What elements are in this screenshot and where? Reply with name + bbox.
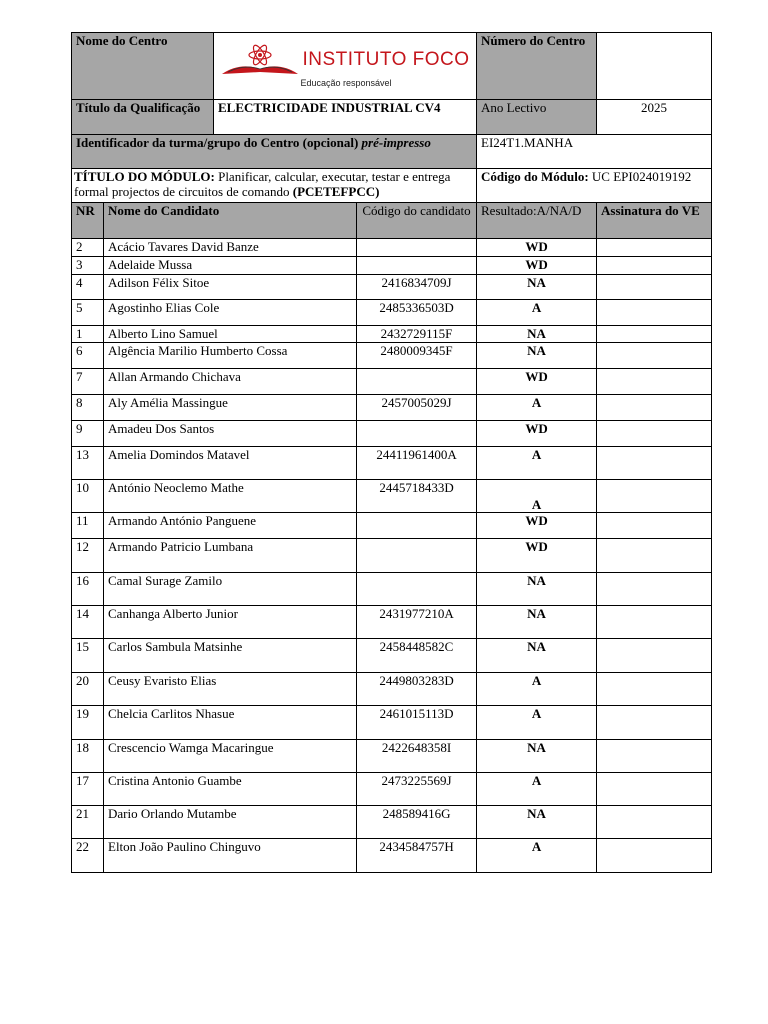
module-title-text: Planificar, calcular, executar, testar e entrega formal projectos de circuitos de comando bbox=[74, 169, 451, 199]
header-row-center bbox=[72, 33, 712, 100]
table-row bbox=[72, 257, 712, 275]
row-name: Carlos Sambula Matsinhe bbox=[104, 639, 357, 673]
table-row bbox=[72, 326, 712, 343]
row-signature bbox=[597, 806, 712, 839]
table-row bbox=[72, 447, 712, 480]
row-nr: 16 bbox=[72, 573, 104, 606]
row-result: NA bbox=[477, 326, 597, 343]
row-name: Chelcia Carlitos Nhasue bbox=[104, 706, 357, 740]
module-title-label: TÍTULO DO MÓDULO: bbox=[74, 169, 215, 184]
row-name: Adilson Félix Sitoe bbox=[104, 275, 357, 300]
row-name: Agostinho Elias Cole bbox=[104, 300, 357, 326]
atom-book-icon bbox=[220, 42, 300, 78]
column-header-row bbox=[72, 203, 712, 239]
row-signature bbox=[597, 673, 712, 706]
logo-name: INSTITUTO FOCO bbox=[302, 49, 470, 70]
table-row bbox=[72, 606, 712, 639]
row-code bbox=[357, 239, 477, 257]
row-code bbox=[357, 369, 477, 395]
header-row-qualification bbox=[72, 100, 712, 135]
row-name: Elton João Paulino Chinguvo bbox=[104, 839, 357, 873]
row-result: WD bbox=[477, 257, 597, 275]
row-code bbox=[357, 421, 477, 447]
center-number-label: Número do Centro bbox=[477, 33, 597, 100]
group-label bbox=[72, 135, 477, 169]
header-row-module bbox=[72, 169, 712, 203]
row-nr: 9 bbox=[72, 421, 104, 447]
row-signature bbox=[597, 239, 712, 257]
row-code bbox=[357, 257, 477, 275]
row-code: 24411961400A bbox=[357, 447, 477, 480]
center-number-value bbox=[597, 33, 712, 100]
row-signature bbox=[597, 839, 712, 873]
row-nr: 19 bbox=[72, 706, 104, 740]
row-nr: 4 bbox=[72, 275, 104, 300]
row-signature bbox=[597, 369, 712, 395]
instituto-foco-logo bbox=[220, 42, 469, 91]
row-signature bbox=[597, 257, 712, 275]
module-title bbox=[72, 169, 477, 203]
table-row bbox=[72, 673, 712, 706]
row-result: NA bbox=[477, 806, 597, 839]
row-signature bbox=[597, 326, 712, 343]
table-row bbox=[72, 421, 712, 447]
table-row bbox=[72, 369, 712, 395]
row-code bbox=[357, 573, 477, 606]
row-code: 2457005029J bbox=[357, 395, 477, 421]
row-name: Armando Patricio Lumbana bbox=[104, 539, 357, 573]
module-code-label: Código do Módulo: bbox=[481, 169, 589, 184]
row-code bbox=[357, 513, 477, 539]
row-nr: 3 bbox=[72, 257, 104, 275]
row-nr: 5 bbox=[72, 300, 104, 326]
row-code: 2485336503D bbox=[357, 300, 477, 326]
row-nr: 11 bbox=[72, 513, 104, 539]
center-name-label: Nome do Centro bbox=[72, 33, 214, 100]
qualification-label: Título da Qualificação bbox=[72, 100, 214, 135]
row-signature bbox=[597, 275, 712, 300]
table-row bbox=[72, 480, 712, 513]
logo-tagline: Educação responsável bbox=[300, 77, 392, 88]
row-nr: 20 bbox=[72, 673, 104, 706]
row-result: NA bbox=[477, 275, 597, 300]
row-nr: 17 bbox=[72, 773, 104, 806]
row-signature bbox=[597, 343, 712, 369]
table-row bbox=[72, 539, 712, 573]
row-result: A bbox=[477, 480, 597, 513]
year-label: Ano Lectivo bbox=[477, 100, 597, 135]
row-name: Cristina Antonio Guambe bbox=[104, 773, 357, 806]
row-result: A bbox=[477, 673, 597, 706]
row-code: 2449803283D bbox=[357, 673, 477, 706]
row-nr: 10 bbox=[72, 480, 104, 513]
row-result: NA bbox=[477, 606, 597, 639]
row-result: A bbox=[477, 395, 597, 421]
row-name: Amelia Domindos Matavel bbox=[104, 447, 357, 480]
table-row bbox=[72, 706, 712, 740]
row-result: A bbox=[477, 706, 597, 740]
row-result: NA bbox=[477, 639, 597, 673]
row-code: 2458448582C bbox=[357, 639, 477, 673]
table-row bbox=[72, 275, 712, 300]
row-signature bbox=[597, 740, 712, 773]
row-signature bbox=[597, 447, 712, 480]
row-name: Ceusy Evaristo Elias bbox=[104, 673, 357, 706]
row-signature bbox=[597, 773, 712, 806]
row-name: Acácio Tavares David Banze bbox=[104, 239, 357, 257]
row-nr: 12 bbox=[72, 539, 104, 573]
row-name: Canhanga Alberto Junior bbox=[104, 606, 357, 639]
row-nr: 1 bbox=[72, 326, 104, 343]
row-nr: 21 bbox=[72, 806, 104, 839]
assessment-sheet bbox=[71, 32, 712, 873]
row-nr: 15 bbox=[72, 639, 104, 673]
module-code-value: UC EPI024019192 bbox=[588, 169, 692, 184]
row-result: A bbox=[477, 300, 597, 326]
header-row-group bbox=[72, 135, 712, 169]
row-nr: 14 bbox=[72, 606, 104, 639]
col-nr: NR bbox=[72, 203, 104, 239]
module-code bbox=[477, 169, 712, 203]
row-signature bbox=[597, 421, 712, 447]
col-result: Resultado:A/NA/D bbox=[477, 203, 597, 239]
row-code: 2416834709J bbox=[357, 275, 477, 300]
year-value: 2025 bbox=[597, 100, 712, 135]
group-label-italic: pré-impresso bbox=[361, 135, 431, 150]
row-name: Crescencio Wamga Macaringue bbox=[104, 740, 357, 773]
row-signature bbox=[597, 480, 712, 513]
row-code: 2422648358I bbox=[357, 740, 477, 773]
table-row bbox=[72, 839, 712, 873]
row-nr: 13 bbox=[72, 447, 104, 480]
row-name: Allan Armando Chichava bbox=[104, 369, 357, 395]
row-result: WD bbox=[477, 239, 597, 257]
row-name: Algência Marilio Humberto Cossa bbox=[104, 343, 357, 369]
row-signature bbox=[597, 639, 712, 673]
row-name: António Neoclemo Mathe bbox=[104, 480, 357, 513]
row-name: Camal Surage Zamilo bbox=[104, 573, 357, 606]
table-row bbox=[72, 300, 712, 326]
row-nr: 7 bbox=[72, 369, 104, 395]
table-row bbox=[72, 806, 712, 839]
table-row bbox=[72, 513, 712, 539]
row-result: A bbox=[477, 773, 597, 806]
col-name: Nome do Candidato bbox=[104, 203, 357, 239]
table-row bbox=[72, 395, 712, 421]
row-code: 2445718433D bbox=[357, 480, 477, 513]
row-result: WD bbox=[477, 421, 597, 447]
col-code: Código do candidato bbox=[357, 203, 477, 239]
table-row bbox=[72, 773, 712, 806]
row-signature bbox=[597, 573, 712, 606]
row-code: 2432729115F bbox=[357, 326, 477, 343]
module-title-code: (PCETEFPCC) bbox=[292, 184, 380, 199]
row-name: Dario Orlando Mutambe bbox=[104, 806, 357, 839]
row-code: 2434584757H bbox=[357, 839, 477, 873]
row-name: Armando António Panguene bbox=[104, 513, 357, 539]
row-signature bbox=[597, 706, 712, 740]
row-result: A bbox=[477, 839, 597, 873]
row-code: 248589416G bbox=[357, 806, 477, 839]
row-result: A bbox=[477, 447, 597, 480]
table-row bbox=[72, 740, 712, 773]
row-name: Amadeu Dos Santos bbox=[104, 421, 357, 447]
logo-cell bbox=[214, 33, 477, 100]
group-value: EI24T1.MANHA bbox=[477, 135, 712, 169]
row-result: WD bbox=[477, 369, 597, 395]
row-code: 2431977210A bbox=[357, 606, 477, 639]
row-signature bbox=[597, 513, 712, 539]
row-signature bbox=[597, 606, 712, 639]
row-code: 2480009345F bbox=[357, 343, 477, 369]
row-nr: 2 bbox=[72, 239, 104, 257]
row-nr: 8 bbox=[72, 395, 104, 421]
row-signature bbox=[597, 300, 712, 326]
row-nr: 18 bbox=[72, 740, 104, 773]
row-result: NA bbox=[477, 343, 597, 369]
row-result: NA bbox=[477, 740, 597, 773]
table-row bbox=[72, 573, 712, 606]
row-signature bbox=[597, 539, 712, 573]
table-row bbox=[72, 343, 712, 369]
row-name: Adelaide Mussa bbox=[104, 257, 357, 275]
row-code: 2461015113D bbox=[357, 706, 477, 740]
col-signature: Assinatura do VE bbox=[597, 203, 712, 239]
row-nr: 22 bbox=[72, 839, 104, 873]
row-code bbox=[357, 539, 477, 573]
row-result: WD bbox=[477, 539, 597, 573]
group-label-main: Identificador da turma/grupo do Centro (opcional) bbox=[76, 135, 362, 150]
row-code: 2473225569J bbox=[357, 773, 477, 806]
qualification-value: ELECTRICIDADE INDUSTRIAL CV4 bbox=[214, 100, 477, 135]
row-signature bbox=[597, 395, 712, 421]
row-result: NA bbox=[477, 573, 597, 606]
table-row bbox=[72, 239, 712, 257]
row-nr: 6 bbox=[72, 343, 104, 369]
row-name: Aly Amélia Massingue bbox=[104, 395, 357, 421]
row-name: Alberto Lino Samuel bbox=[104, 326, 357, 343]
table-row bbox=[72, 639, 712, 673]
row-result: WD bbox=[477, 513, 597, 539]
